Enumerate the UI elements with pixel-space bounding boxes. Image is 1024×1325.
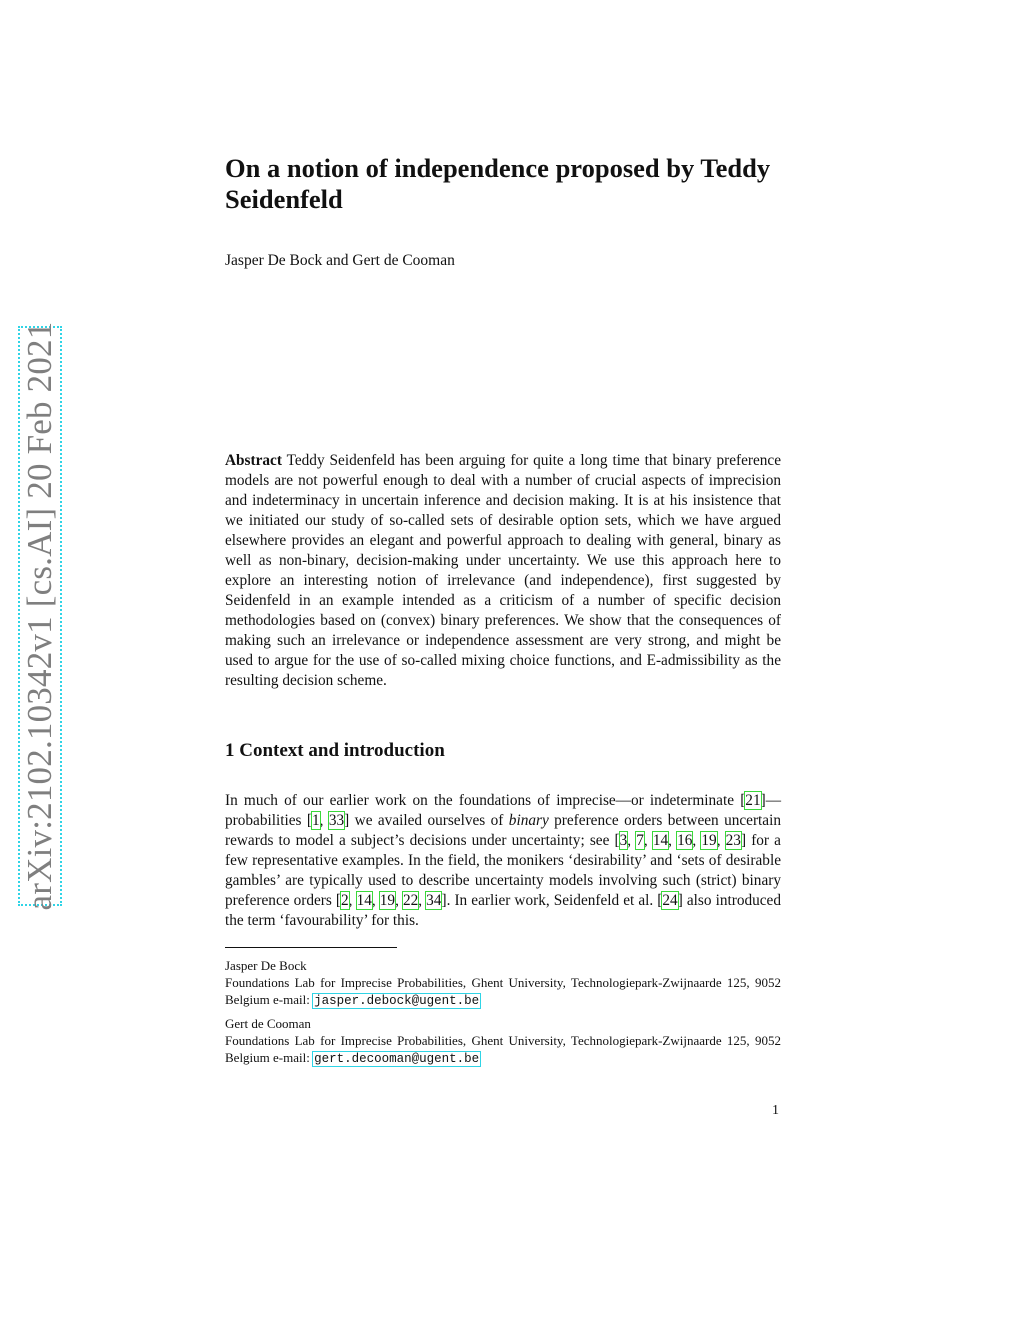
arxiv-id: arXiv:2102.10342v1 [cs.AI] 20 Feb 2021 xyxy=(20,321,59,911)
abstract-text: Teddy Seidenfeld has been arguing for quite a long time that binary preference models are not powerful enough to deal with a number of crucial aspects of imprecision and indeterminacy in uncertain inference and decision making. It is at his insistence that we initiated our study of so-called sets of desirable option sets, which we have argued elsewhere provides an elegant and powerful approach to dealing with general, binary as well as non-binary, decision-making under uncertainty. We use this approach here to explore an interesting notion of irrelevance (and independence), first suggested by Seidenfeld in an example intended as a criticism of a number of specific decision methodologies based on (convex) binary preferences. We show that the consequences of making such an irrelevance or independence assessment are very strong, and might be used to argue for the use of so-called mixing choice functions, and E-admissibility as the resulting decision scheme. xyxy=(225,452,781,689)
page-number: 1 xyxy=(772,1103,779,1118)
citation-link[interactable]: 14 xyxy=(356,892,372,909)
arxiv-stamp[interactable] xyxy=(18,321,62,911)
citation-link[interactable]: 3 xyxy=(619,832,628,849)
email-link[interactable]: jasper.debock@ugent.be xyxy=(314,994,480,1008)
author-footnote xyxy=(225,1015,781,1068)
footnote-author-name: Gert de Cooman xyxy=(225,1016,311,1031)
citation-link[interactable]: 19 xyxy=(701,832,717,849)
section-body: In much of our earlier work on the foundations of imprecise—or indeterminate [21]—probabilities [1, 33] we availed ourselves of binary preference orders between uncertain rewards to model a subject’s decisions under uncertainty; see [3, 7, 14, 16, 19, 23] for a few representative examples. In the field, the monikers ‘desirability’ and ‘sets of desirable gambles’ are typically used to describe uncertainty models involving such (strict) binary preference orders [2, 14, 19, 22, 34]. In earlier work, Seidenfeld et al. [24] also introduced the term ‘favourability’ for this. xyxy=(225,792,781,929)
paper-title: On a notion of independence proposed by Teddy Seidenfeld xyxy=(225,153,771,214)
paper-authors: Jasper De Bock and Gert de Cooman xyxy=(225,252,455,269)
citation-link[interactable]: 7 xyxy=(636,832,644,849)
email-link[interactable]: gert.decooman@ugent.be xyxy=(314,1052,480,1066)
citation-link[interactable]: 23 xyxy=(725,832,741,849)
citation-link[interactable]: 22 xyxy=(402,892,419,909)
citation-link[interactable]: 1 xyxy=(311,812,320,829)
footnote-affiliation: Foundations Lab for Imprecise Probabilities, Ghent University, Technologiepark-Zwijnaarde 125, 9052 Belgium e-mail: xyxy=(225,1033,781,1065)
citation-link[interactable]: 34 xyxy=(426,892,442,909)
emphasis: binary xyxy=(508,812,549,829)
citation-link[interactable]: 19 xyxy=(379,892,396,909)
citation-link[interactable]: 2 xyxy=(341,892,349,909)
author-footnote xyxy=(225,957,781,1010)
citation-link[interactable]: 21 xyxy=(745,792,761,809)
citation-link[interactable]: 24 xyxy=(662,892,678,909)
citation-link[interactable]: 16 xyxy=(677,832,693,849)
section-heading: 1 Context and introduction xyxy=(225,740,445,761)
footnote-divider xyxy=(225,947,397,948)
citation-link[interactable]: 33 xyxy=(328,812,345,829)
footnote-affiliation: Foundations Lab for Imprecise Probabilities, Ghent University, Technologiepark-Zwijnaarde 125, 9052 Belgium e-mail: xyxy=(225,975,781,1007)
abstract-label: Abstract xyxy=(225,452,282,469)
footnote-author-name: Jasper De Bock xyxy=(225,958,307,973)
citation-link[interactable]: 14 xyxy=(652,832,669,849)
abstract xyxy=(225,451,781,691)
